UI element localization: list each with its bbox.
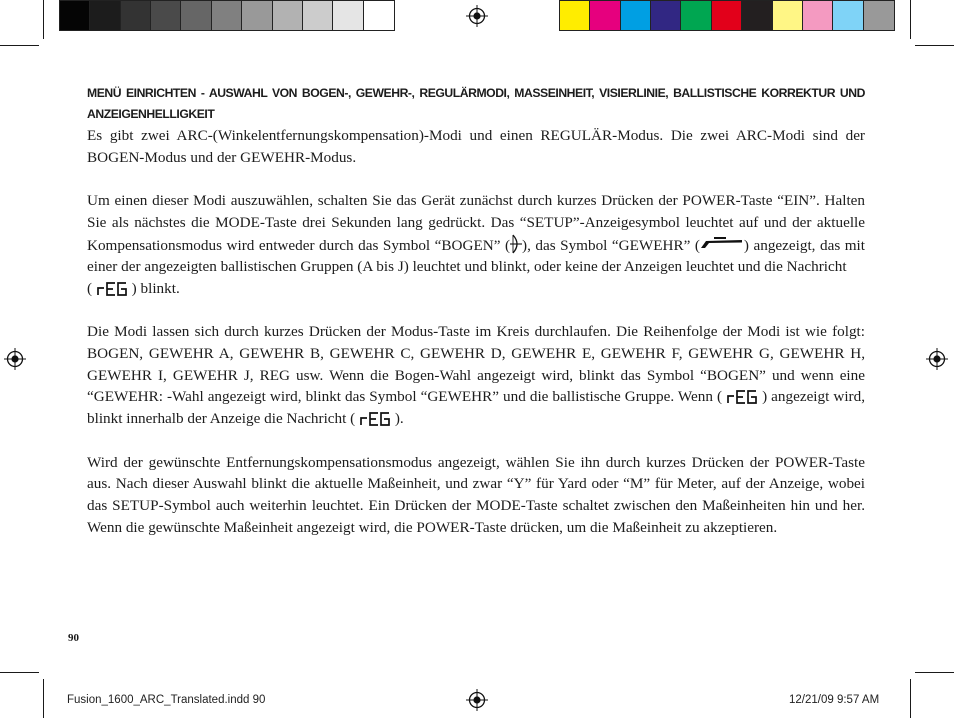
- process-color-swatch: [773, 1, 803, 30]
- registration-mark-icon: [4, 348, 26, 370]
- registration-mark-icon: [926, 348, 948, 370]
- process-color-swatch: [651, 1, 681, 30]
- gray-swatch: [181, 1, 211, 30]
- page-number: 90: [68, 632, 79, 644]
- process-color-swatch: [833, 1, 863, 30]
- gray-swatch: [60, 1, 90, 30]
- gray-swatch: [151, 1, 181, 30]
- crop-mark-top-left-horizontal: [0, 45, 39, 46]
- paragraph-select-mode: Um einen dieser Modi auszuwählen, schalten Sie das Gerät zunächst durch kurzes Drücken der POWER-Taste “EIN”. Halten Sie als nächstes die MODE-Taste drei Sekunden lang gedrückt. Das “SETUP”-Anzeigesymbol leuchtet auf und der aktuelle Kompensationsmodus wird entweder durch das Symbol “BOGEN” ( ), das Symbol “GEWEHR” ( ) angezeigt, das mit einer der angezeigten ballistischen Gruppen (A bis J) leuchtet und blinkt, oder keine der Anzeigen leuchtet und die Nachricht ( ) blinkt.: [87, 192, 865, 297]
- process-color-swatch: [681, 1, 711, 30]
- rifle-symbol-icon: [700, 237, 744, 249]
- paragraph-mode-cycle: Die Modi lassen sich durch kurzes Drücken der Modus-Taste im Kreis durchlaufen. Die Reihenfolge der Modi ist wie folgt: BOGEN, GEWEHR A, GEWEHR B, GEWEHR C, GEWEHR D, GEWEHR E, GEWEHR F, GEWEHR G, GEWEHR H, GEWEHR I, GEWEHR J, REG usw. Wenn die Bogen-Wahl angezeigt wird, blinkt das Symbol “BOGEN” und wenn eine “GEWEHR: -Wahl angezeigt wird, blinkt das Symbol “GEWEHR” und die ballistische Gruppe. Wenn ( ) angezeigt wird, blinkt innerhalb der Anzeige die Nachricht ( ).: [87, 323, 865, 428]
- paragraph-measurement-unit: Wird der gewünschte Entfernungskompensationsmodus angezeigt, wählen Sie ihn durch kurzes Drücken der POWER-Taste aus. Nach dieser Auswahl blinkt die aktuelle Maßeinheit, und zwar “Y” für Yard oder “M” für Meter, auf der Anzeige, wobei das SETUP-Symbol auch weiterhin leuchtet. Ein Drücken der MODE-Taste schaltet zwischen den Maßeinheiten hin und her. Wenn die gewünschte Maßeinheit angezeigt wird, die POWER-Taste drücken, um die Maßeinheit zu akzeptieren.: [87, 453, 865, 536]
- gray-swatch: [364, 1, 394, 30]
- process-color-swatch: [621, 1, 651, 30]
- slug-timestamp: 12/21/09 9:57 AM: [789, 694, 880, 706]
- gray-swatch: [333, 1, 363, 30]
- process-color-swatch: [864, 1, 894, 30]
- gray-swatch: [121, 1, 151, 30]
- process-color-swatch: [742, 1, 772, 30]
- crop-mark-top-left-vertical: [43, 0, 44, 39]
- reg-lcd-icon: [726, 389, 758, 405]
- crop-mark-top-right-vertical: [910, 0, 911, 39]
- gray-swatch: [303, 1, 333, 30]
- process-color-swatch: [590, 1, 620, 30]
- process-color-bar: [559, 0, 895, 31]
- process-color-swatch: [712, 1, 742, 30]
- reg-lcd-icon: [96, 281, 128, 297]
- paragraph-gap: [87, 300, 865, 322]
- crop-mark-bottom-left-vertical: [43, 679, 44, 718]
- paragraph-arc-modes: Es gibt zwei ARC-(Winkelentfernungskompensation)-Modi und einen REGULÄR-Modus. Die zwei ARC-Modi sind der BOGEN-Modus und der GEWEHR-Modus.: [87, 127, 865, 166]
- crop-mark-top-right-horizontal: [915, 45, 954, 46]
- gray-swatch: [242, 1, 272, 30]
- bow-symbol-icon: [510, 234, 522, 254]
- gray-swatch: [273, 1, 303, 30]
- process-color-swatch: [560, 1, 590, 30]
- page-content: [87, 83, 865, 538]
- gray-swatch: [90, 1, 120, 30]
- crop-mark-bottom-left-horizontal: [0, 672, 39, 673]
- paragraph-gap: [87, 430, 865, 452]
- reg-lcd-icon: [359, 411, 391, 427]
- process-color-swatch: [803, 1, 833, 30]
- section-heading: MENÜ EINRICHTEN - AUSWAHL VON BOGEN-, GEWEHR-, REGULÄRMODI, MASSEINHEIT, VISIERLINIE, BALLISTISCHE KORREKTUR UND ANZEIGENHELLIGKEIT: [87, 86, 865, 121]
- slug-filename: Fusion_1600_ARC_Translated.indd 90: [67, 694, 266, 706]
- paragraph-gap: [87, 168, 865, 190]
- gray-swatch: [212, 1, 242, 30]
- crop-mark-bottom-right-vertical: [910, 679, 911, 718]
- crop-mark-bottom-right-horizontal: [915, 672, 954, 673]
- registration-mark-icon: [466, 689, 488, 711]
- grayscale-color-bar: [59, 0, 395, 31]
- registration-mark-icon: [466, 5, 488, 27]
